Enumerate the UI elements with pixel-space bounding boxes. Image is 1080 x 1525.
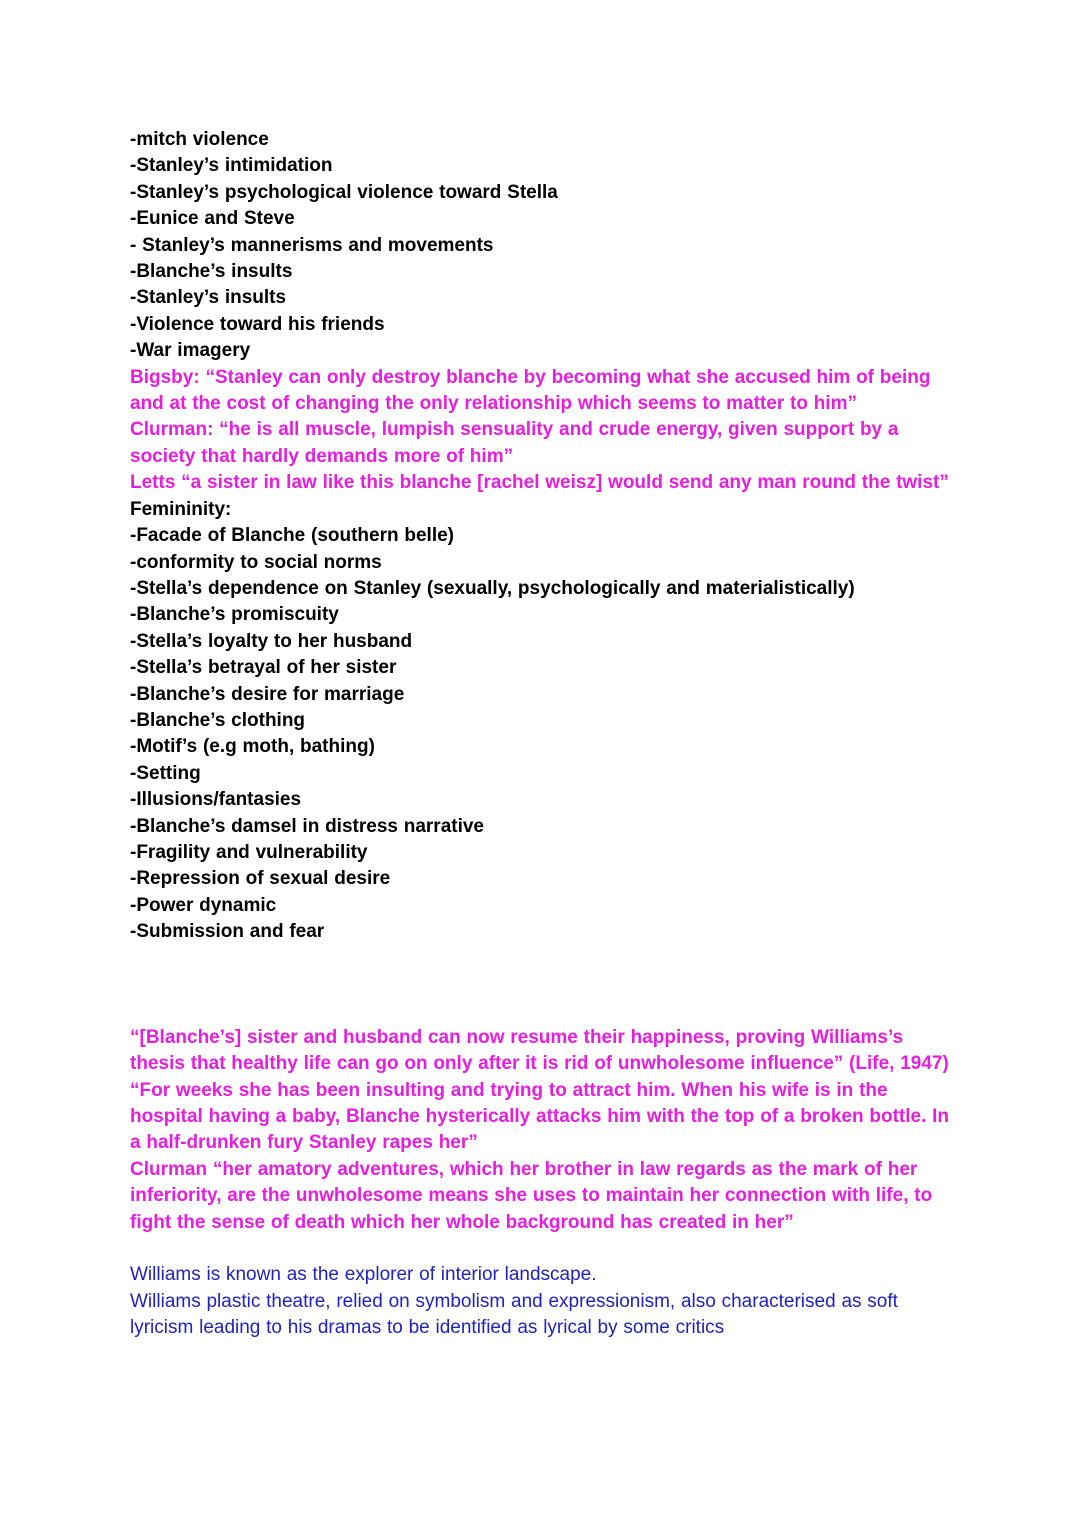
femininity-note-line: -Power dynamic — [130, 894, 277, 916]
masculinity-note-line: - Stanley’s mannerisms and movements — [130, 234, 494, 256]
williams-note-line: Williams is known as the explorer of interior landscape. — [130, 1264, 597, 1286]
critic-quote-clurman-amatory: Clurman “her amatory adventures, which her brother in law regards as the mark of her inferiority, are the unwholesome means she uses to maintain her connection with life, to fight the sense of death which her whole background has created in her” — [130, 1158, 933, 1233]
masculinity-note-line: -Blanche’s insults — [130, 261, 293, 283]
femininity-note-line: -Blanche’s desire for marriage — [130, 683, 405, 705]
femininity-note-line: -Blanche’s promiscuity — [130, 604, 339, 626]
femininity-note-line: -Stella’s dependence on Stanley (sexually, psychologically and materialistically) — [130, 577, 855, 599]
femininity-note-line: -Blanche’s damsel in distress narrative — [130, 815, 485, 837]
critic-quote-letts: Letts “a sister in law like this blanche [rachel weisz] would send any man round the twist” — [130, 472, 949, 494]
blank-gap — [130, 1236, 952, 1262]
critic-quote-life-1947: “[Blanche’s] sister and husband can now resume their happiness, proving Williams’s thesis that healthy life can go on only after it is rid of unwholesome influence” (Life, 1947) — [130, 1026, 949, 1075]
femininity-note-line: -Facade of Blanche (southern belle) — [130, 525, 454, 547]
femininity-note-line: -Repression of sexual desire — [130, 868, 391, 890]
critic-quote-rape-scene: “For weeks she has been insulting and trying to attract him. When his wife is in the hospital having a baby, Blanche hysterically attacks him with the top of a broken bottle. In a half-drunken fury Stanley rapes her” — [130, 1079, 950, 1154]
femininity-note-line: -Submission and fear — [130, 921, 325, 943]
blank-gap — [130, 946, 952, 1025]
document-content — [130, 127, 952, 1342]
masculinity-note-line: -Violence toward his friends — [130, 313, 385, 335]
femininity-heading: Femininity: — [130, 498, 232, 520]
masculinity-note-line: -Eunice and Steve — [130, 208, 295, 230]
femininity-note-line: -Stella’s loyalty to her husband — [130, 630, 413, 652]
critic-quote-clurman: Clurman: “he is all muscle, lumpish sensuality and crude energy, given support by a society that hardly demands more of him” — [130, 419, 899, 467]
masculinity-note-line: -Stanley’s psychological violence toward Stella — [130, 181, 558, 203]
femininity-note-line: -Motif’s (e.g moth, bathing) — [130, 736, 375, 758]
masculinity-note-line: -Stanley’s insults — [130, 287, 287, 309]
femininity-note-line: -Setting — [130, 762, 201, 784]
williams-note-line: Williams plastic theatre, relied on symbolism and expressionism, also characterised as soft lyricism leading to his dramas to be identified as lyrical by some critics — [130, 1290, 898, 1339]
femininity-note-line: -conformity to social norms — [130, 551, 382, 573]
femininity-note-line: -Stella’s betrayal of her sister — [130, 657, 397, 679]
femininity-note-line: -Blanche’s clothing — [130, 709, 306, 731]
critic-quote-bigsby: Bigsby: “Stanley can only destroy blanche by becoming what she accused him of being and at the cost of changing the only relationship which seems to matter to him” — [130, 366, 931, 415]
masculinity-note-line: -mitch violence — [130, 129, 269, 150]
masculinity-note-line: -War imagery — [130, 340, 251, 362]
femininity-note-line: -Fragility and vulnerability — [130, 841, 368, 863]
femininity-note-line: -Illusions/fantasies — [130, 789, 302, 811]
masculinity-note-line: -Stanley’s intimidation — [130, 155, 333, 177]
